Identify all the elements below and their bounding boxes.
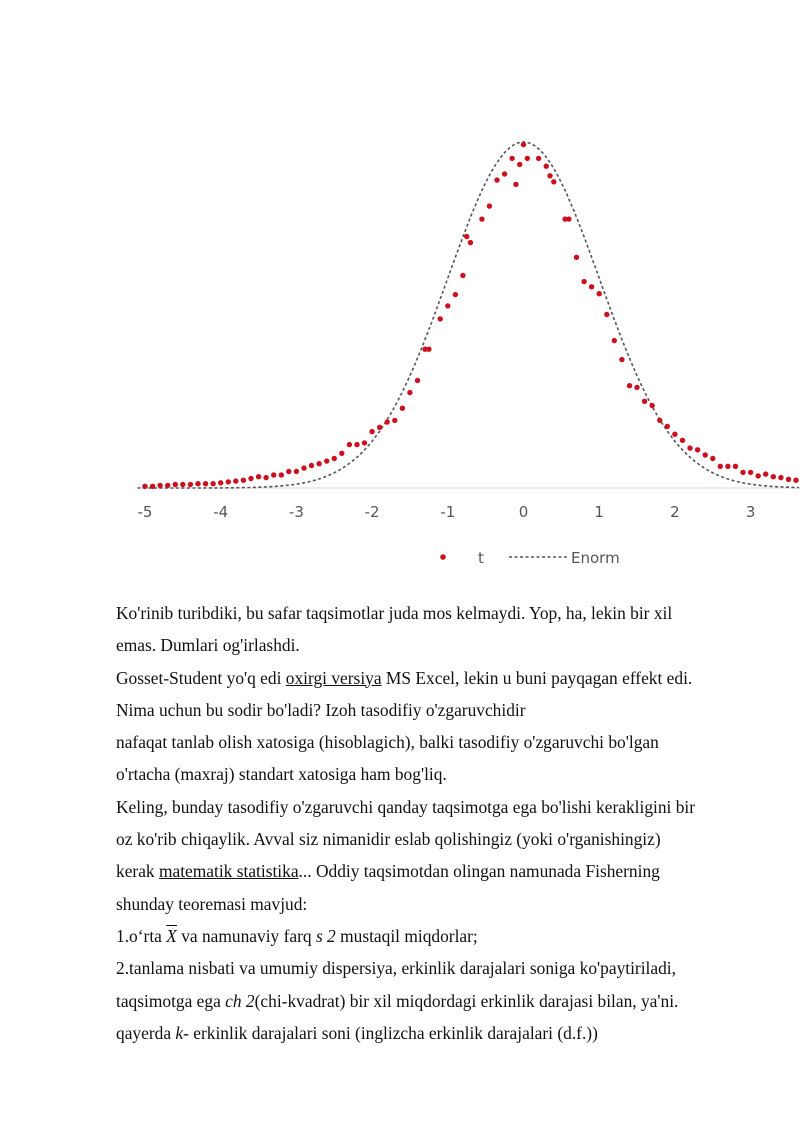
enorm-curve (137, 142, 799, 488)
body-text (116, 597, 776, 1049)
t-point-71 (657, 418, 662, 423)
t-point-39 (438, 316, 443, 321)
t-point-7 (195, 481, 200, 486)
t-point-18 (279, 472, 284, 477)
t-point-43 (464, 234, 469, 239)
t-point-35 (407, 390, 412, 395)
item2-text-d: erkinlik darajalari soni (inglizcha erkinlik darajalari (d.f.)) (188, 1022, 598, 1043)
t-point-88 (786, 477, 791, 482)
t-point-27 (347, 442, 352, 447)
t-point-56 (547, 173, 552, 178)
t-point-14 (248, 476, 253, 481)
t-point-59 (566, 216, 571, 221)
t-point-40 (445, 303, 450, 308)
t-point-73 (672, 432, 677, 437)
paragraph-1-line-1: Ko'rinib turibdiki, bu safar taqsimotlar juda mos kelmaydi. Yop, ha, lekin bir xil (116, 603, 673, 623)
paragraph-3-line-2: nafaqat tanlab olish xatosiga (hisoblagich), balki tasodifiy o'zgaruvchi bo'lgan (116, 732, 659, 753)
item1-text-c: mustaqil miqdorlar; (335, 925, 478, 946)
t-point-36 (415, 378, 420, 383)
t-point-30 (369, 429, 374, 434)
t-point-26 (339, 451, 344, 456)
t-series-points (142, 142, 800, 489)
t-point-50 (517, 162, 522, 167)
t-point-16 (263, 475, 268, 480)
x-bar-symbol: $\overline{X}$ (166, 925, 177, 946)
chart-legend (440, 549, 619, 567)
t-point-55 (544, 164, 549, 169)
legend-enorm-label: Enorm (571, 549, 620, 567)
t-point-42 (460, 273, 465, 278)
t-point-11 (226, 479, 231, 484)
t-point-12 (233, 478, 238, 483)
t-point-79 (718, 464, 723, 469)
t-point-81 (733, 464, 738, 469)
t-point-5 (180, 482, 185, 487)
t-point-10 (218, 480, 223, 485)
t-point-19 (286, 469, 291, 474)
x-tick-label: -2 (364, 503, 380, 521)
item1-text-b: va namunaviy farq (176, 925, 316, 946)
t-point-8 (203, 481, 208, 486)
t-point-74 (680, 438, 685, 443)
t-point-83 (748, 470, 753, 475)
t-point-33 (392, 418, 397, 423)
t-point-68 (634, 385, 639, 390)
t-point-38 (426, 347, 431, 352)
p2-text-b: MS Excel, lekin u buni payqagan effekt edi. (381, 667, 693, 688)
t-point-17 (271, 472, 276, 477)
t-point-41 (453, 292, 458, 297)
matematik-statistika-link[interactable]: matematik statistika (158, 861, 299, 882)
t-point-84 (756, 473, 761, 478)
x-tick-label: -4 (213, 503, 229, 521)
t-point-1 (150, 484, 155, 489)
t-point-76 (695, 447, 700, 452)
legend-t-label: t (478, 549, 484, 567)
t-point-77 (703, 452, 708, 457)
t-point-44 (468, 240, 473, 245)
t-point-23 (316, 461, 321, 466)
t-point-24 (324, 458, 329, 463)
x-tick-label: 0 (518, 503, 529, 521)
x-tick-label: -3 (288, 503, 304, 521)
paragraph-4-line-3 (116, 855, 776, 887)
t-point-20 (294, 469, 299, 474)
t-point-6 (188, 482, 193, 487)
x-tick-labels (138, 503, 756, 521)
t-point-28 (354, 442, 359, 447)
paragraph-4-line-2: oz ko'rib chiqaylik. Avval siz nimanidir eslab qolishingiz (yoki o'rganishingiz) (116, 829, 661, 850)
t-point-69 (642, 399, 647, 404)
t-point-47 (494, 177, 499, 182)
t-point-48 (502, 171, 507, 176)
t-point-22 (309, 463, 314, 468)
t-point-13 (241, 478, 246, 483)
t-point-34 (400, 406, 405, 411)
p2-text-a: Gosset-Student yo'q edi (116, 667, 286, 688)
t-point-64 (604, 312, 609, 317)
t-point-46 (487, 203, 492, 208)
x-tick-label: -5 (137, 503, 153, 521)
t-point-67 (627, 383, 632, 388)
t-point-49 (509, 156, 514, 161)
t-point-52 (525, 156, 530, 161)
x-tick-label: -1 (440, 503, 456, 521)
paragraph-3-line-3: o'rtacha (maxraj) standart xatosiga ham bog'liq. (116, 764, 447, 785)
list-item-2-line-2 (116, 985, 776, 1017)
t-point-70 (650, 403, 655, 408)
p4-text-b: ... Oddiy taqsimotdan olingan namunada Fisherning (298, 861, 660, 882)
t-point-3 (165, 483, 170, 488)
t-point-32 (385, 419, 390, 424)
paragraph-4-line-4: shunday teoremasi mavjud: (116, 893, 308, 914)
t-point-9 (210, 481, 215, 486)
item2-text-c: qayerda (116, 1022, 176, 1043)
t-point-66 (619, 357, 624, 362)
s2-symbol: s 2 (315, 925, 336, 946)
t-point-2 (157, 483, 162, 488)
paragraph-1-line-2: emas. Dumlari og'irlashdi. (116, 635, 300, 656)
t-point-86 (771, 474, 776, 479)
t-point-31 (377, 425, 382, 430)
k-symbol: k- (175, 1022, 189, 1043)
t-point-87 (778, 475, 783, 480)
t-point-51 (513, 182, 518, 187)
t-point-15 (256, 474, 261, 479)
item1-text-a: 1.o‘rta (116, 925, 167, 946)
t-point-60 (574, 255, 579, 260)
t-point-57 (551, 179, 556, 184)
t-point-29 (362, 440, 367, 445)
t-point-89 (793, 478, 798, 483)
t-point-21 (301, 465, 306, 470)
x-tick-label: 1 (594, 503, 604, 521)
t-point-61 (581, 279, 586, 284)
item2-text-b: (chi-kvadrat) bir xil miqdordagi erkinlik darajasi bilan, ya'ni. (254, 990, 679, 1011)
x-tick-label: 3 (745, 503, 756, 521)
list-item-1 (116, 920, 776, 952)
chi2-symbol: ch 2 (225, 990, 255, 1011)
legend-t-marker (440, 554, 446, 560)
p4-text-a: kerak (116, 861, 159, 882)
t-point-62 (589, 284, 594, 289)
item2-text-a: taqsimotga ega (116, 990, 226, 1011)
t-point-54 (536, 156, 541, 161)
list-item-2-line-3 (116, 1017, 776, 1049)
t-point-85 (763, 471, 768, 476)
t-point-80 (725, 464, 730, 469)
t-point-4 (173, 482, 178, 487)
paragraph-2-line-1 (116, 662, 776, 694)
paragraph-4-line-1: Keling, bunday tasodifiy o'zgaruvchi qanday taqsimotga ega bo'lishi kerakligini bir (116, 796, 696, 817)
t-point-65 (612, 338, 617, 343)
t-point-0 (142, 484, 147, 489)
t-point-25 (332, 456, 337, 461)
t-point-45 (479, 216, 484, 221)
paragraph-3-line-1: Nima uchun bu sodir bo'ladi? Izoh tasodifiy o'zgaruvchidir (116, 699, 526, 720)
x-tick-label: 2 (670, 503, 680, 521)
t-point-72 (665, 424, 670, 429)
t-point-78 (710, 456, 715, 461)
t-point-63 (597, 291, 602, 296)
list-item-2-line-1: 2.tanlama nisbati va umumiy dispersiya, erkinlik darajalari soniga ko'paytiriladi, (116, 958, 676, 979)
t-point-53 (521, 142, 526, 147)
oxirgi-versiya-link[interactable]: oxirgi versiya (285, 667, 382, 688)
t-point-75 (687, 445, 692, 450)
t-point-82 (740, 470, 745, 475)
